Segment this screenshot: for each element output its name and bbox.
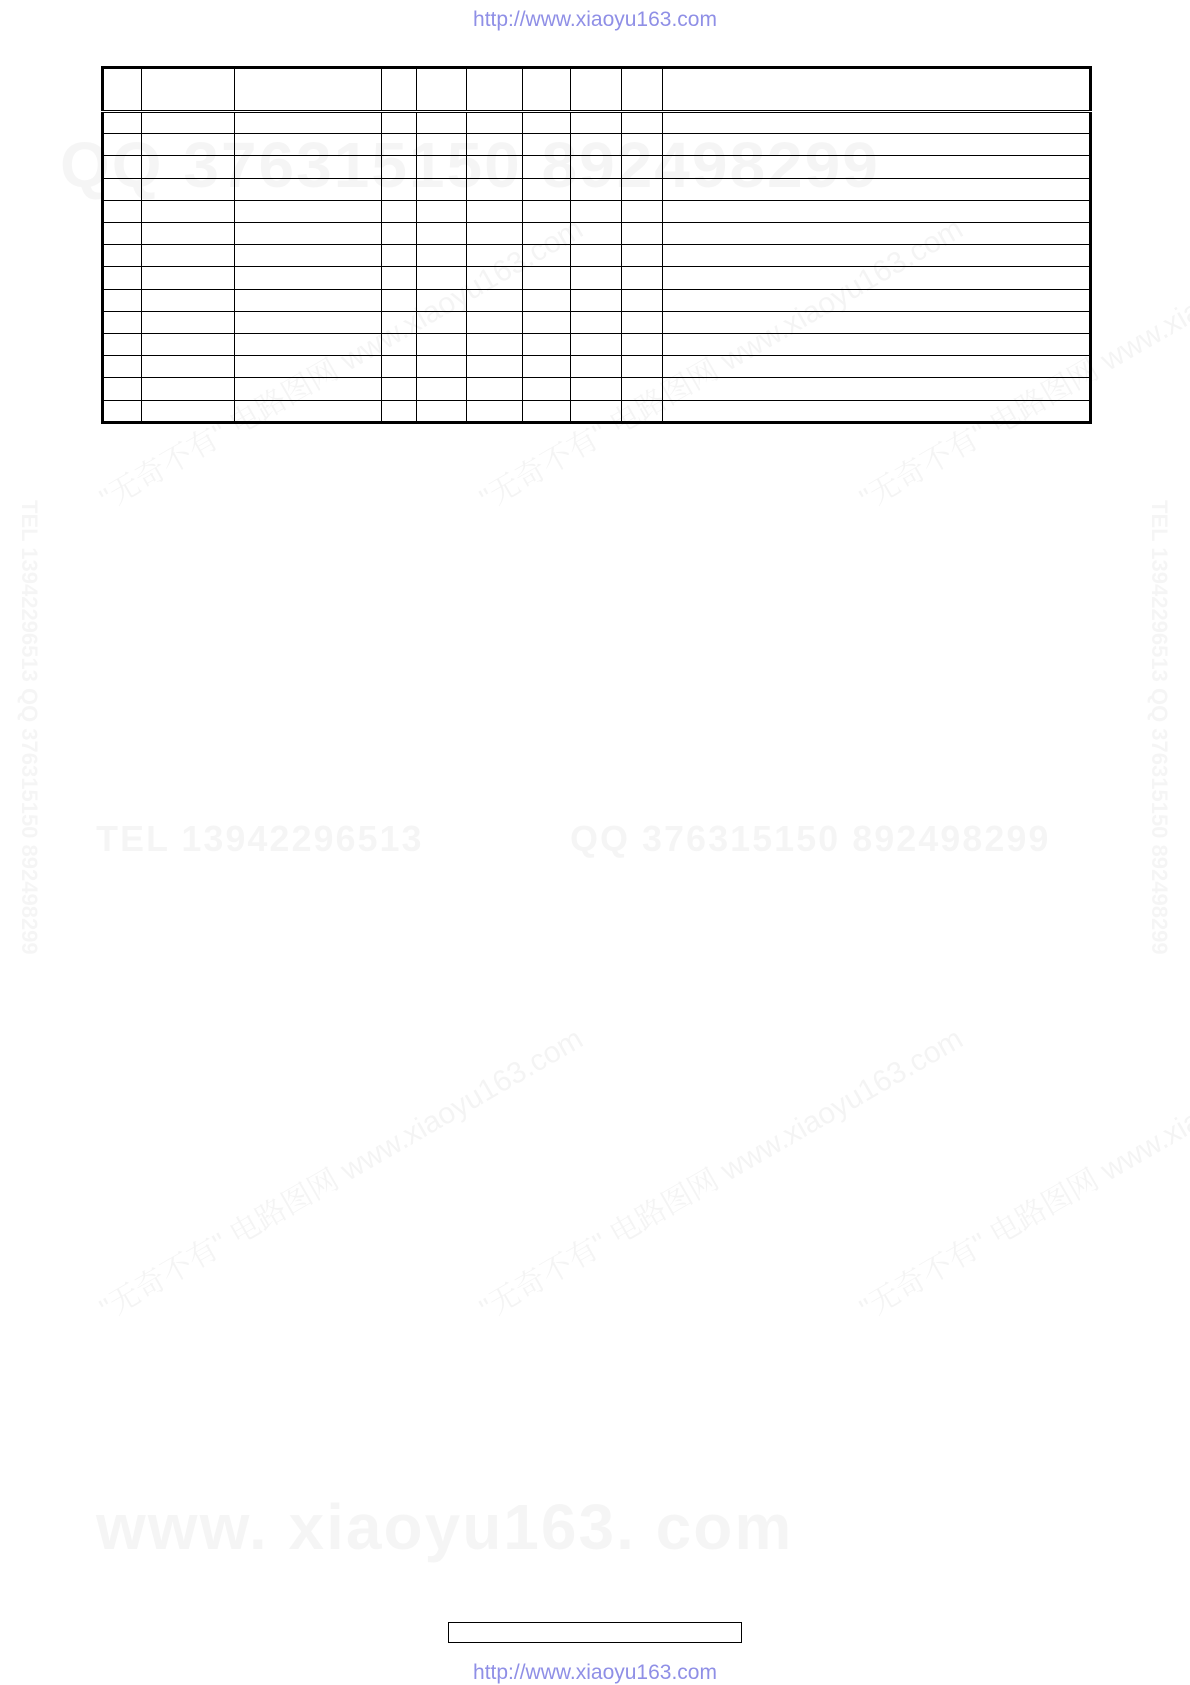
table-cell: [571, 178, 622, 200]
table-cell: [571, 134, 622, 156]
table-cell: [235, 134, 382, 156]
table-cell: [663, 178, 1091, 200]
table-row: [103, 334, 1091, 356]
table-cell: [523, 134, 571, 156]
table-row: [103, 178, 1091, 200]
table-cell: [417, 223, 467, 245]
table-cell: [142, 289, 235, 311]
table-cell: [467, 223, 523, 245]
table-cell: [103, 134, 142, 156]
table-row: [103, 267, 1091, 289]
table-cell: [142, 223, 235, 245]
table-header-cell: [142, 68, 235, 112]
table-cell: [417, 134, 467, 156]
table-cell: [523, 156, 571, 178]
table-cell: [235, 356, 382, 378]
table-cell: [622, 400, 663, 422]
table-cell: [523, 289, 571, 311]
table-cell: [142, 178, 235, 200]
table-cell: [382, 134, 417, 156]
table-cell: [523, 200, 571, 222]
table-cell: [523, 178, 571, 200]
table-cell: [622, 112, 663, 134]
table-cell: [417, 356, 467, 378]
watermark-diag-5: [470, 1014, 970, 1328]
watermark-side-right: [1146, 500, 1172, 955]
table-cell: [663, 267, 1091, 289]
table-cell: [417, 289, 467, 311]
table-cell: [622, 356, 663, 378]
table-cell: [622, 311, 663, 333]
table-cell: [417, 378, 467, 400]
table-cell: [417, 156, 467, 178]
table-row: [103, 400, 1091, 422]
table-cell: [467, 178, 523, 200]
table-cell: [571, 400, 622, 422]
table-cell: [235, 334, 382, 356]
table-cell: [663, 378, 1091, 400]
table-row: [103, 200, 1091, 222]
table-cell: [103, 378, 142, 400]
table-cell: [103, 334, 142, 356]
table-cell: [523, 223, 571, 245]
header-url-link[interactable]: http://www.xiaoyu163.com: [473, 8, 717, 31]
table-cell: [382, 400, 417, 422]
table-cell: [622, 378, 663, 400]
watermark-diag-6: [850, 1014, 1190, 1328]
table-cell: [571, 334, 622, 356]
table-header-cell: [382, 68, 417, 112]
table-cell: [571, 311, 622, 333]
table-cell: [103, 356, 142, 378]
table-cell: [571, 267, 622, 289]
table-cell: [663, 134, 1091, 156]
table-cell: [523, 112, 571, 134]
watermark-side-left: [16, 500, 42, 955]
table-cell: [622, 200, 663, 222]
table-row: [103, 156, 1091, 178]
table-cell: [467, 112, 523, 134]
table-cell: [571, 156, 622, 178]
table-cell: [467, 311, 523, 333]
table-cell: [571, 289, 622, 311]
table-cell: [622, 178, 663, 200]
table-cell: [467, 334, 523, 356]
table-row: [103, 112, 1091, 134]
table-cell: [467, 200, 523, 222]
table-cell: [382, 156, 417, 178]
table-cell: [467, 134, 523, 156]
table-cell: [103, 200, 142, 222]
table-cell: [523, 400, 571, 422]
table-cell: [382, 245, 417, 267]
table-cell: [571, 112, 622, 134]
table-cell: [417, 245, 467, 267]
table-row: [103, 289, 1091, 311]
table-cell: [142, 156, 235, 178]
table-cell: [523, 245, 571, 267]
table-cell: [103, 156, 142, 178]
footer-url-link[interactable]: http://www.xiaoyu163.com: [473, 1661, 717, 1684]
table-cell: [523, 334, 571, 356]
table-cell: [382, 289, 417, 311]
table-cell: [622, 134, 663, 156]
table-cell: [142, 378, 235, 400]
table-row: [103, 134, 1091, 156]
table-cell: [417, 400, 467, 422]
table-cell: [571, 378, 622, 400]
table-cell: [663, 245, 1091, 267]
table-header-cell: [571, 68, 622, 112]
table-cell: [235, 289, 382, 311]
table-cell: [663, 156, 1091, 178]
table-cell: [622, 245, 663, 267]
table-header-cell: [103, 68, 142, 112]
table-cell: [142, 400, 235, 422]
table-row: [103, 223, 1091, 245]
table-cell: [663, 356, 1091, 378]
table-cell: [571, 356, 622, 378]
table-cell: [382, 311, 417, 333]
table-row: [103, 311, 1091, 333]
table-cell: [622, 223, 663, 245]
table-cell: [467, 400, 523, 422]
table-cell: [103, 311, 142, 333]
table-cell: [142, 356, 235, 378]
watermark-diag-4: [90, 1014, 590, 1328]
table-cell: [523, 356, 571, 378]
table-cell: [523, 267, 571, 289]
table-cell: [663, 311, 1091, 333]
table-cell: [663, 289, 1091, 311]
table-cell: [142, 200, 235, 222]
table-cell: [382, 378, 417, 400]
table-cell: [382, 223, 417, 245]
watermark-bottom-url: [96, 1490, 793, 1564]
page-number-box: [448, 1622, 742, 1643]
table-cell: [103, 400, 142, 422]
table-cell: [417, 334, 467, 356]
table-cell: [103, 178, 142, 200]
table-cell: [467, 356, 523, 378]
table-cell: [235, 200, 382, 222]
table-cell: [467, 245, 523, 267]
table-row: [103, 378, 1091, 400]
watermark-qq-mid: [570, 818, 1050, 860]
table-cell: [622, 334, 663, 356]
table-cell: [382, 200, 417, 222]
table-cell: [382, 334, 417, 356]
table-cell: [103, 267, 142, 289]
table-cell: [103, 245, 142, 267]
table-cell: [467, 156, 523, 178]
table-cell: [663, 112, 1091, 134]
table-cell: [235, 112, 382, 134]
table-cell: [571, 223, 622, 245]
table-header-cell: [417, 68, 467, 112]
table-cell: [142, 112, 235, 134]
table-body: [103, 112, 1091, 423]
table-header-row: [103, 68, 1091, 112]
table-cell: [382, 112, 417, 134]
table-cell: [417, 178, 467, 200]
table-cell: [235, 311, 382, 333]
table-cell: [235, 267, 382, 289]
table-cell: [417, 200, 467, 222]
table-header-cell: [467, 68, 523, 112]
table-header-cell: [663, 68, 1091, 112]
table-cell: [382, 356, 417, 378]
table-cell: [571, 200, 622, 222]
table-cell: [142, 311, 235, 333]
table-cell: [417, 112, 467, 134]
table-cell: [622, 289, 663, 311]
table-cell: [235, 378, 382, 400]
table-cell: [103, 289, 142, 311]
table-cell: [663, 400, 1091, 422]
table-cell: [417, 311, 467, 333]
parts-list-table: [101, 66, 1092, 424]
table-cell: [663, 334, 1091, 356]
table-header-cell: [622, 68, 663, 112]
table-cell: [235, 245, 382, 267]
table-cell: [467, 378, 523, 400]
table-cell: [467, 267, 523, 289]
table-cell: [142, 245, 235, 267]
watermark-tel: [96, 818, 424, 860]
table-cell: [571, 245, 622, 267]
table-cell: [103, 223, 142, 245]
table-cell: [382, 178, 417, 200]
table-row: [103, 356, 1091, 378]
table-header-cell: [523, 68, 571, 112]
table-cell: [622, 156, 663, 178]
table-cell: [142, 334, 235, 356]
table-cell: [523, 378, 571, 400]
table-row: [103, 245, 1091, 267]
table-cell: [622, 267, 663, 289]
table-cell: [142, 134, 235, 156]
table-cell: [382, 267, 417, 289]
table-cell: [467, 289, 523, 311]
table-cell: [235, 178, 382, 200]
table-header-cell: [235, 68, 382, 112]
table-cell: [663, 223, 1091, 245]
table-cell: [235, 400, 382, 422]
table-cell: [235, 223, 382, 245]
table-cell: [663, 200, 1091, 222]
table-cell: [417, 267, 467, 289]
table-cell: [235, 156, 382, 178]
table-cell: [142, 267, 235, 289]
table-cell: [523, 311, 571, 333]
table-cell: [103, 112, 142, 134]
